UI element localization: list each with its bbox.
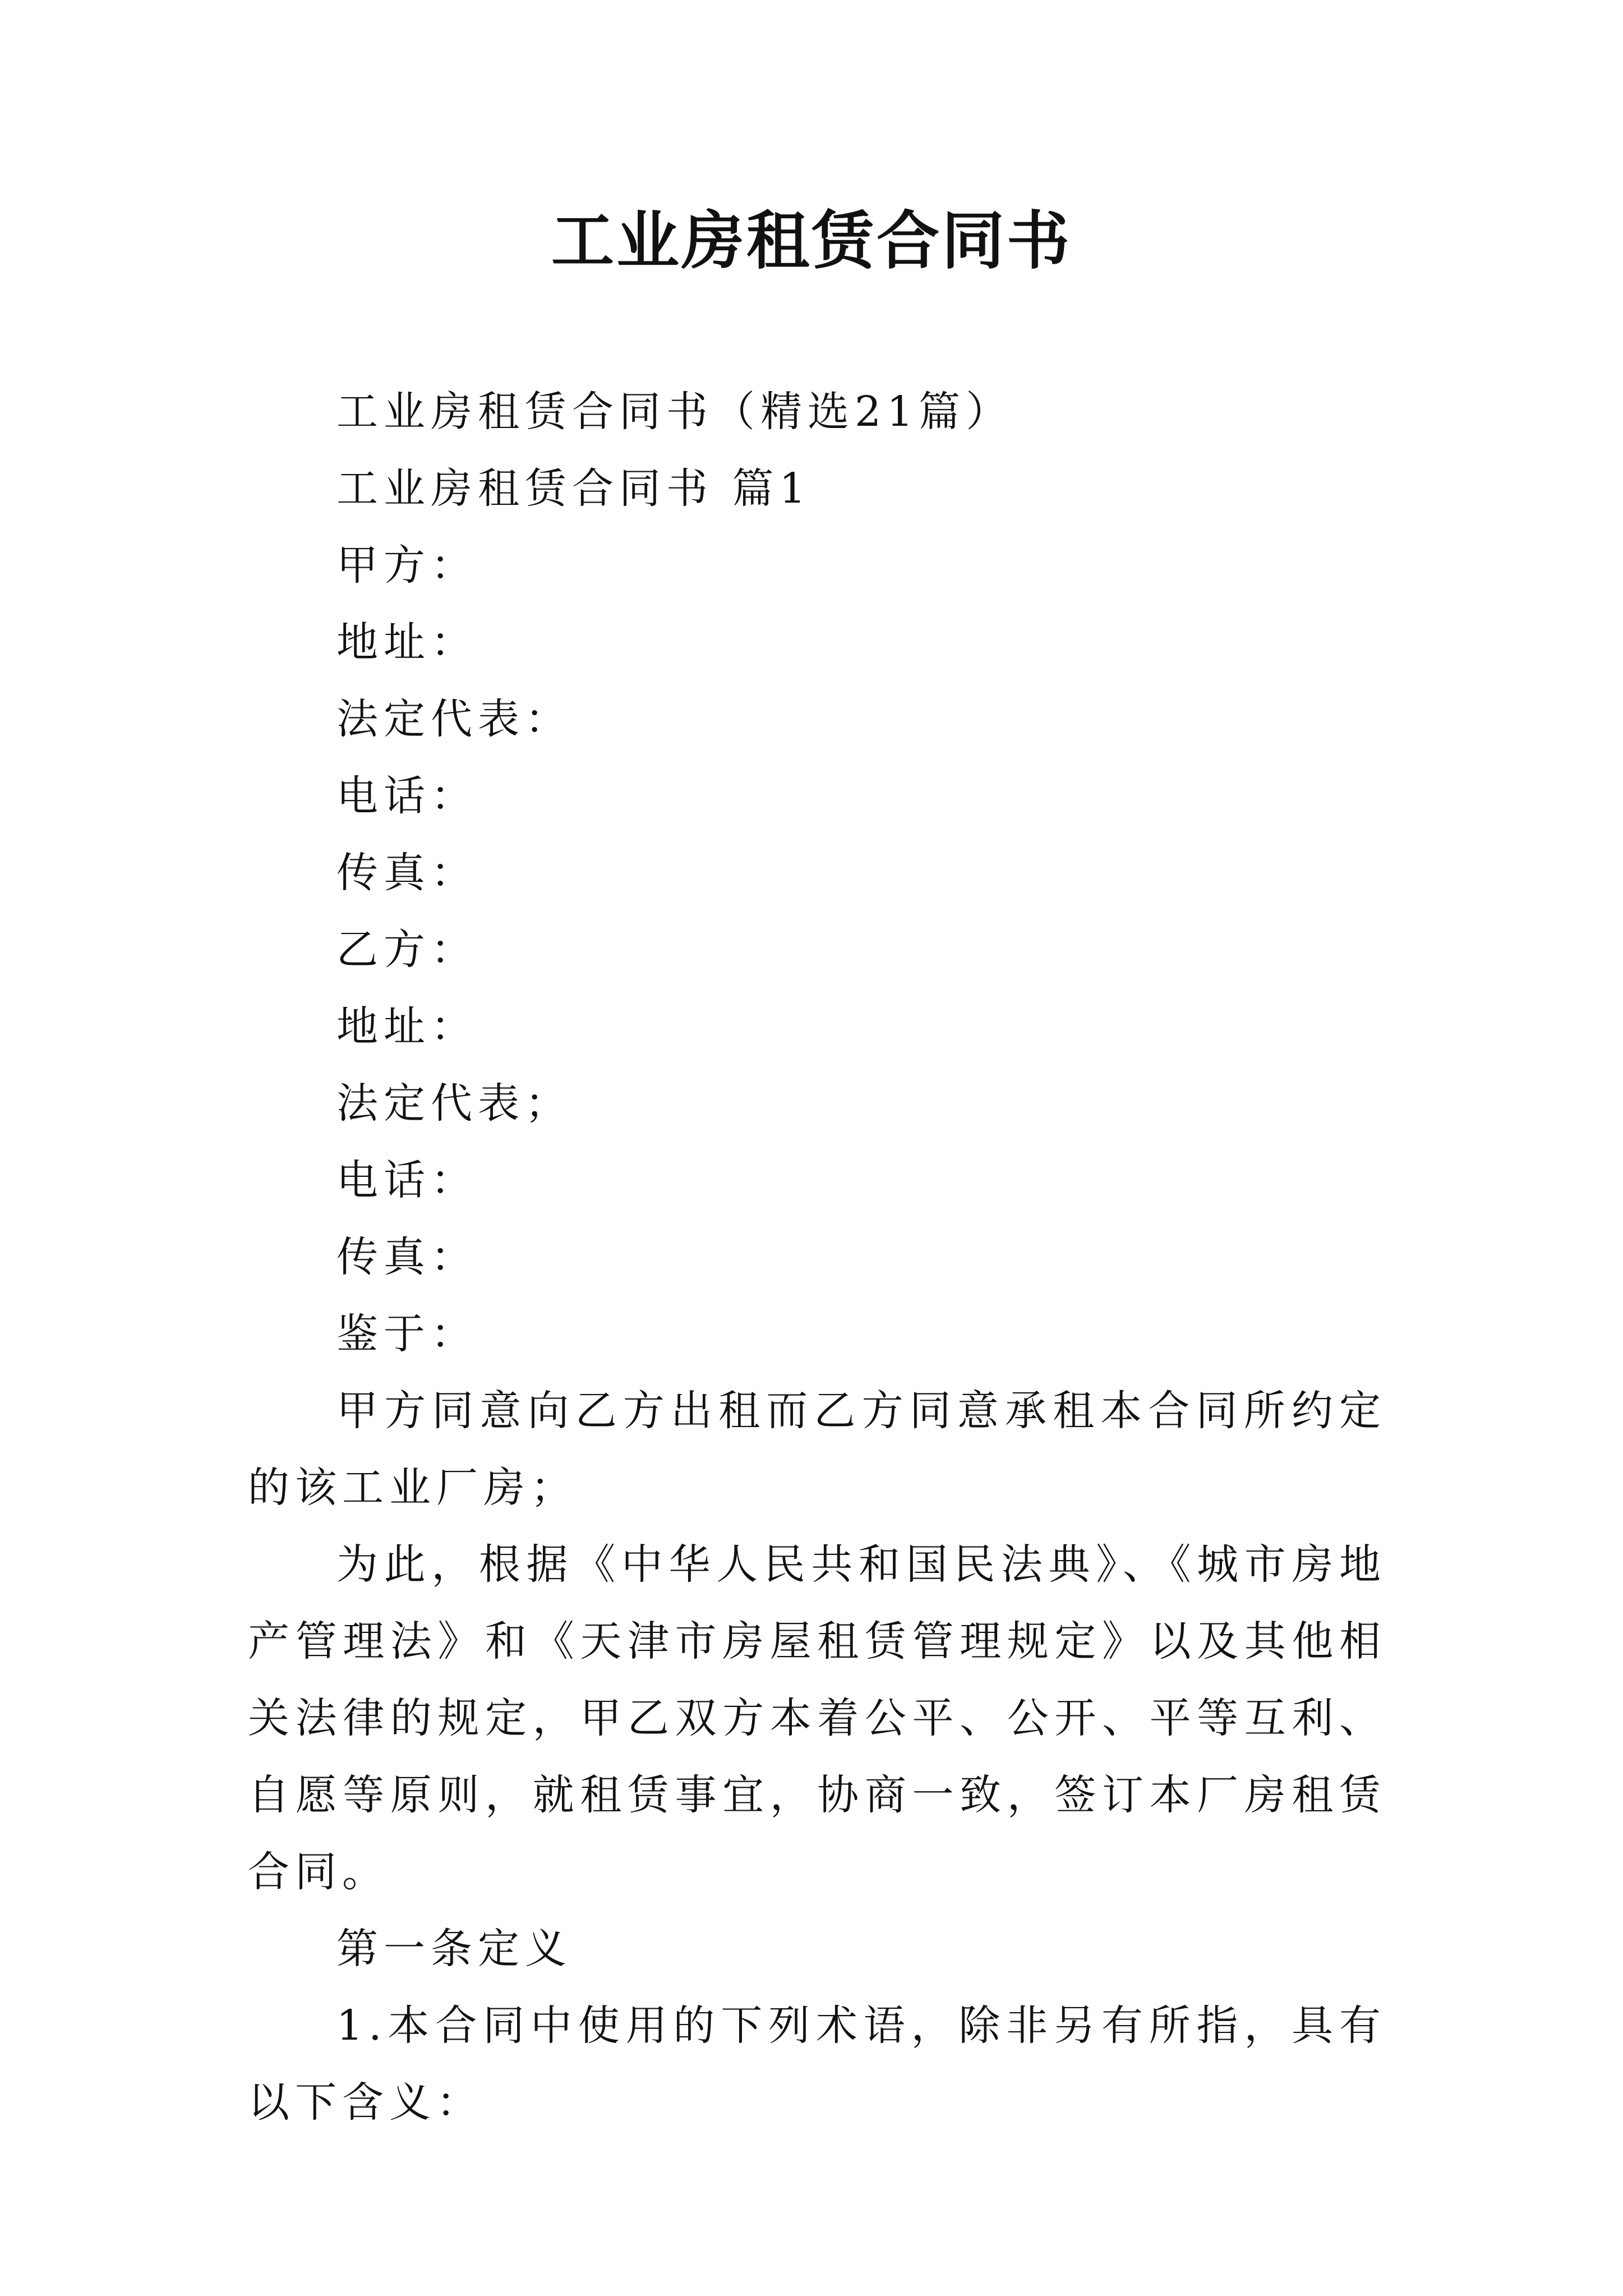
party-a-legal-rep-label: 法定代表： — [336, 695, 572, 743]
paragraph-agreement-intent: 甲方同意向乙方出租而乙方同意承租本合同所约定的该工业厂房； — [248, 1387, 1386, 1512]
article-one-heading: 第一条定义 — [336, 1925, 572, 1973]
party-b-address-label: 地址： — [336, 1002, 478, 1051]
party-b-phone-label: 电话： — [336, 1156, 478, 1204]
party-a-label: 甲方： — [336, 541, 478, 590]
party-b-fax-label: 传真： — [336, 1233, 478, 1281]
paragraph-section-heading: 工业房租赁合同书 篇1 — [336, 464, 811, 513]
party-a-fax-label: 传真： — [336, 849, 478, 897]
paragraph-subtitle: 工业房租赁合同书（精选21篇） — [336, 388, 1013, 436]
party-b-legal-rep-label: 法定代表； — [336, 1079, 572, 1128]
whereas-label: 鉴于： — [336, 1310, 478, 1358]
party-b-label: 乙方： — [336, 926, 478, 974]
paragraph-legal-basis: 为此，根据《中华人民共和国民法典》、《城市房地产管理法》和《天津市房屋租赁管理规定》以及其他相关法律的规定，甲乙双方本着公平、公开、平等互利、自愿等原则，就租赁事宜，协商一致，签订本厂房租赁合同。 — [248, 1540, 1386, 1896]
paragraph-definitions-intro: 1.本合同中使用的下列术语，除非另有所指，具有以下含义： — [248, 2001, 1386, 2127]
party-a-phone-label: 电话： — [336, 772, 478, 820]
document-body — [248, 374, 1386, 2141]
party-a-address-label: 地址： — [336, 618, 478, 666]
document-title: 工业房租赁合同书 — [551, 204, 1072, 278]
